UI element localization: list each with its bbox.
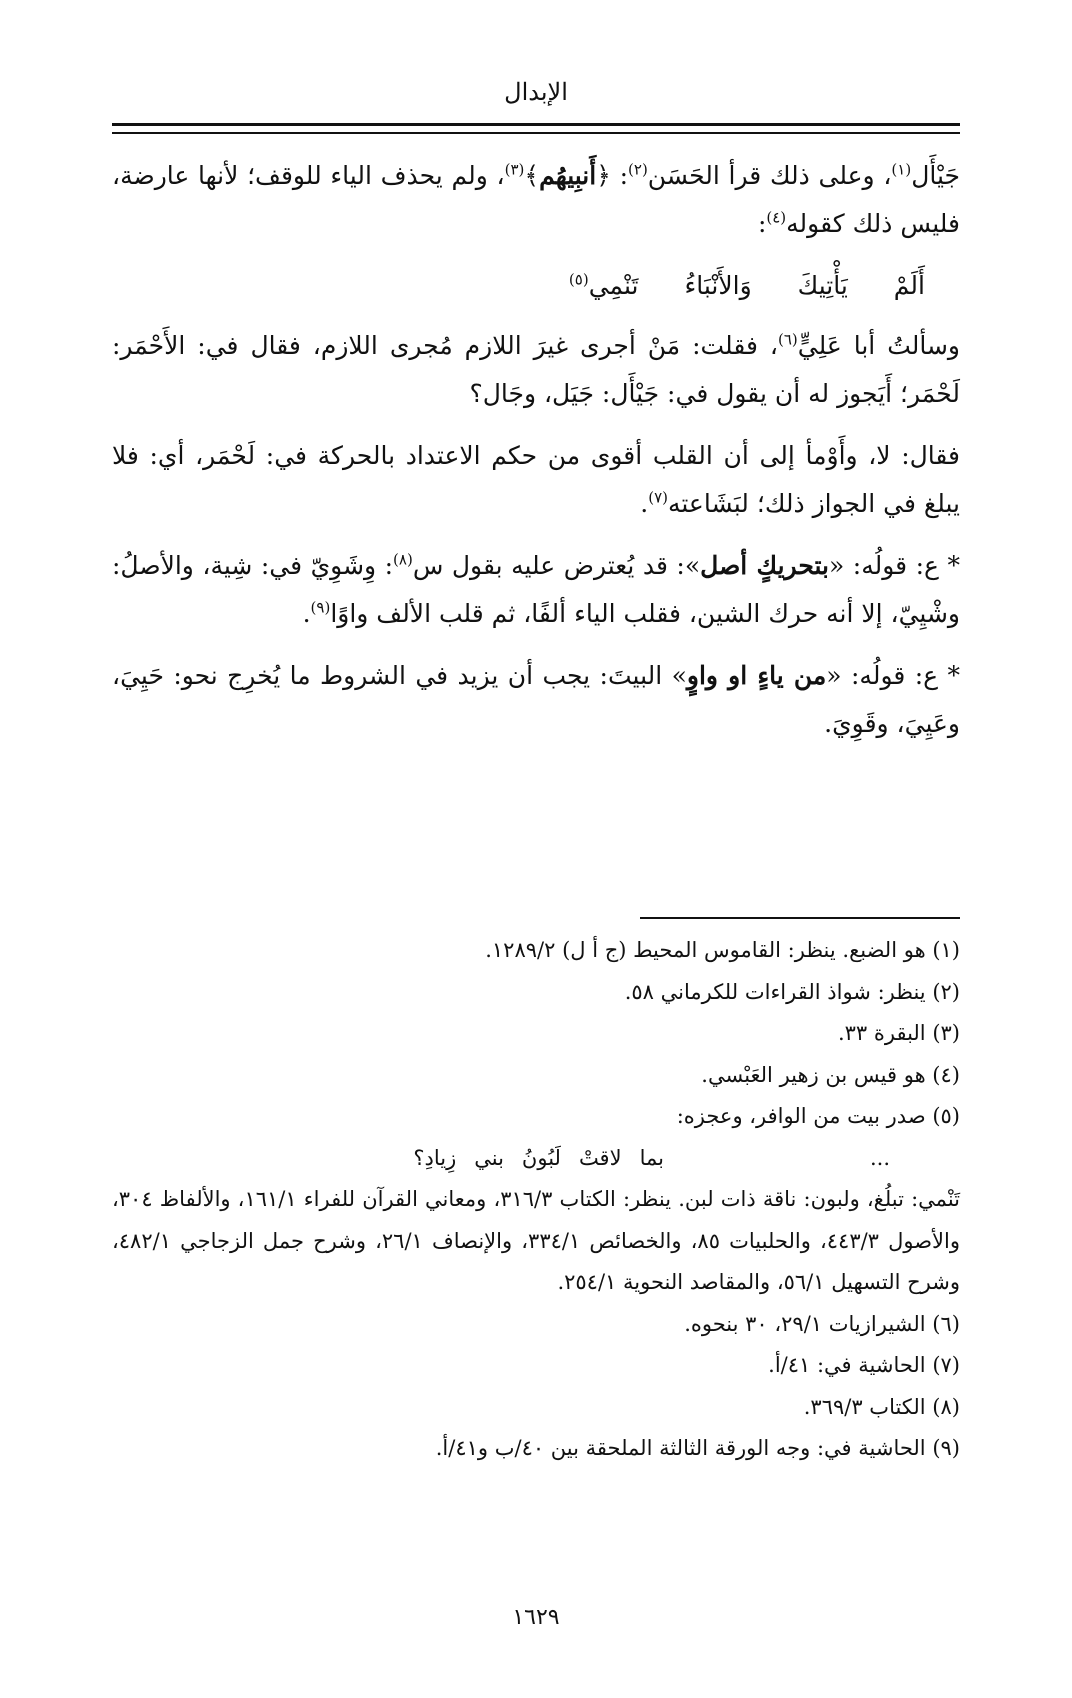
- poetry-verse: [112, 262, 960, 310]
- footnote-5-note: تَنْمي: تبلُغ، ولبون: ناقة ذات لبن. ينظر: الكتاب ٣١٦/٣، ومعاني القرآن للفراء ١٦١/١، والألفاظ ٣٠٤، والأصول ٤٤٣/٣، والحلبيات ٨٥، والخصائص ٣٣٤/١، والإنصاف ٢٦/١، وشرح جمل الزجاجي ٤٨٢/١، وشرح التسهيل ٥٦/١، والمقاصد النحوية ٢٥٤/١.: [112, 1187, 960, 1294]
- footnote-9: (٩) الحاشية في: وجه الورقة الثالثة الملحقة بين ٤٠/ب و٤١/أ.: [435, 1436, 960, 1460]
- verse-word: أَلَمْ: [893, 271, 925, 300]
- text-span: * ع: قولُه: «: [828, 551, 960, 580]
- footnote-ref: (٣): [504, 160, 525, 179]
- text-span: .: [302, 599, 311, 628]
- footnote-ref: (٦): [777, 330, 798, 349]
- footnote-separator: [640, 917, 960, 919]
- text-span: ﴾: [524, 161, 540, 190]
- verse-gap: [682, 1138, 852, 1180]
- paragraph-2: [112, 322, 960, 418]
- footnote-1: (١) هو الضبع. ينظر: القاموس المحيط (ج أ ل) ١٢٨٩/٢.: [485, 938, 960, 962]
- text-span: ، وعلى ذلك قرأ الحَسَن: [647, 161, 892, 190]
- verse-word: بني: [474, 1145, 504, 1170]
- footnote-ref: (٤): [766, 208, 787, 227]
- footnote-ref: (٩): [310, 598, 331, 617]
- text-span: تَنْمِي: [588, 271, 639, 300]
- paragraph-5: [112, 652, 960, 748]
- text-span: ، فقلت: مَنْ أجرى غيرَ اللازم مُجرى اللازم، فقال في: الأَحْمَر: لَحْمَر؛ أَيَجوز له أن يقول في: جَيْأَل: جَيَل، وجَال؟: [112, 331, 960, 408]
- text-span: » البيتَ: يجب أن يزيد في الشروط ما يُخرِج نحو: حَيِيَ، وعَيِيَ، وقَوِيَ.: [112, 661, 960, 738]
- quoted-term: بتحريكٍ أصل: [700, 551, 829, 580]
- text-span: فقال: لا، وأَوْمأ إلى أن القلب أقوى من حكم الاعتداد بالحركة في: لَحْمَر، أي: فلا يبلغ في الجواز ذلك؛ لبَشَاعته: [112, 441, 960, 518]
- text-span: .: [640, 489, 649, 518]
- footnote-ref: (٨): [393, 550, 413, 569]
- footnote-7: (٧) الحاشية في: ٤١/أ.: [768, 1353, 960, 1377]
- footnote-ref: (٥): [568, 270, 589, 289]
- verse-word: وَالأَنْبَاءُ: [684, 271, 752, 300]
- verse-word: يَأْتِيكَ: [797, 271, 848, 300]
- quran-word: أَنبِيهُم: [539, 161, 597, 190]
- footnote-3: (٣) البقرة ٣٣.: [837, 1021, 960, 1045]
- quoted-term: من ياءٍ او واوٍ: [686, 661, 827, 690]
- main-text: [112, 152, 960, 762]
- header-rule-thick: [112, 123, 960, 126]
- page-number: ١٦٢٩: [512, 1605, 560, 1630]
- footnote-ref: (٢): [628, 160, 648, 179]
- paragraph-3: [112, 432, 960, 528]
- text-span: : ﴿: [596, 161, 629, 190]
- verse-word: لَبُونُ: [521, 1145, 561, 1170]
- footnote-ref: (١): [891, 160, 912, 179]
- footnote-5: (٥) صدر بيت من الوافر، وعجزه:: [676, 1104, 960, 1128]
- verse-word: بما: [639, 1145, 664, 1170]
- verse-word: زِيادِ؟: [413, 1145, 457, 1170]
- footnotes: [112, 930, 960, 1470]
- text-span: جَيْأَل: [911, 161, 960, 190]
- text-span: ، ولم يحذف الياء للوقف؛ لأنها عارضة، فليس ذلك كقوله: [112, 161, 960, 238]
- verse-word: لاقتْ: [578, 1145, 622, 1170]
- verse-word: [569, 262, 639, 310]
- header-rule-thin: [112, 132, 960, 134]
- text-span: :: [757, 209, 767, 238]
- footnote-5-verse: [112, 1138, 960, 1180]
- footnote-4: (٤) هو قيس بن زهير العَبْسي.: [701, 1062, 960, 1087]
- paragraph-4: [112, 542, 960, 638]
- text-span: * ع: قولُه: «: [826, 661, 960, 690]
- footnote-2: (٢) ينظر: شواذ القراءات للكرماني ٥٨.: [624, 979, 960, 1004]
- footnote-ref: (٧): [648, 488, 668, 507]
- paragraph-1: [112, 152, 960, 248]
- verse-dots: ...: [869, 1145, 890, 1170]
- text-span: : وِشَوِيّ في: شِية، والأصلُ: وشْيِيّ، إلا أنه حرك الشين، فقلب الياء ألفًا، ثم قلب الألف واوًا: [112, 551, 960, 628]
- footnote-6: (٦) الشيرازيات ٢٩/١، ٣٠ بنحوه.: [684, 1311, 960, 1336]
- text-span: »: قد يُعترض عليه بقول س: [412, 551, 701, 580]
- text-span: وسألتُ أبا عَلِيٍّ: [797, 331, 961, 360]
- running-header: الإبدال: [504, 78, 568, 106]
- footnote-8: (٨) الكتاب ٣٦٩/٣.: [803, 1394, 960, 1419]
